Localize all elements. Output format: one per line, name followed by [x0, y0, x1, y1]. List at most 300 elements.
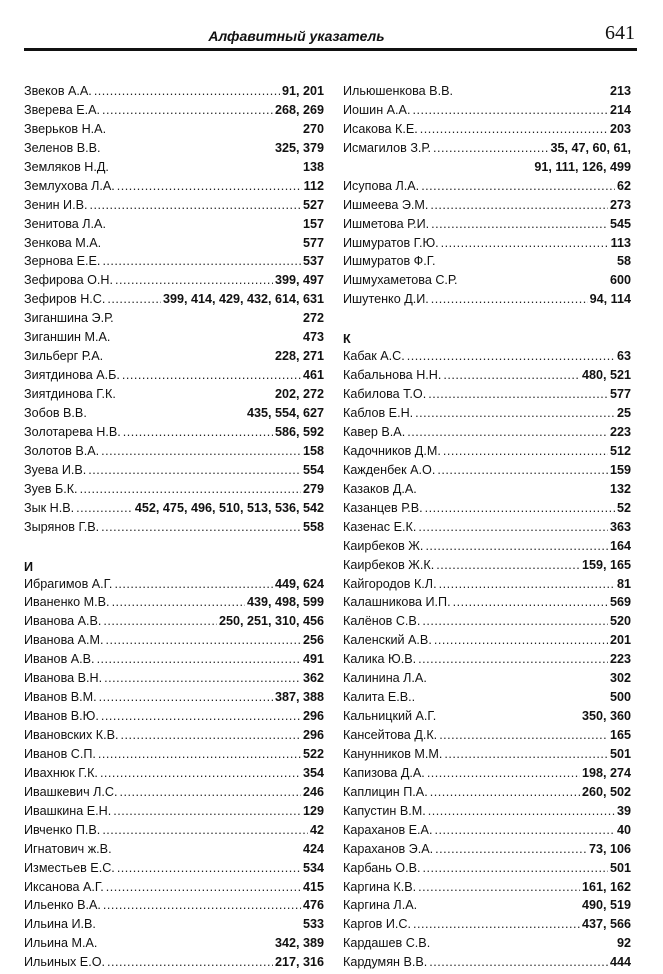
- index-entry: [343, 766, 631, 785]
- index-entry: [343, 690, 631, 709]
- index-entry-pages: 424: [302, 841, 324, 856]
- index-entry-name: Канунников М.М.: [343, 746, 443, 761]
- index-entry-pages: 203: [609, 121, 631, 136]
- index-entry-name: Земляков Н.Д.: [24, 159, 109, 174]
- dot-leader: [88, 463, 301, 477]
- index-entry-pages: 439, 498, 599: [246, 595, 324, 610]
- index-entry-name: Зенкова М.А.: [24, 235, 102, 250]
- index-entry: [24, 936, 324, 955]
- index-entry: [24, 823, 324, 842]
- index-entry: [24, 595, 324, 614]
- index-entry: [343, 368, 631, 387]
- index-entry: [343, 936, 631, 955]
- dot-leader: [415, 406, 615, 420]
- dot-leader: [106, 880, 301, 894]
- index-entry-name: Ивашкевич Л.С.: [24, 784, 118, 799]
- index-entry: [24, 425, 324, 444]
- index-entry-name: Калашникова И.П.: [343, 595, 451, 610]
- dot-leader: [441, 236, 609, 250]
- index-entry-name: Зиганшина Э.Р.: [24, 311, 114, 326]
- index-entry-pages: 256: [302, 633, 324, 648]
- index-entry-name: Каргов И.С.: [343, 917, 411, 932]
- index-entry: [24, 861, 324, 880]
- dot-leader: [439, 577, 615, 591]
- index-entry: [24, 880, 324, 899]
- index-entry-pages: 554: [302, 462, 324, 477]
- index-entry-name: Караханов Э.А.: [343, 841, 434, 856]
- dot-leader: [104, 671, 301, 685]
- index-entry-name: Зеленов В.В.: [24, 140, 101, 155]
- dot-leader: [113, 804, 301, 818]
- dot-leader: [106, 633, 301, 647]
- dot-leader: [434, 633, 608, 647]
- index-entry: [24, 254, 324, 273]
- index-entry-pages: 415: [302, 879, 324, 894]
- index-entry-pages: 296: [302, 728, 324, 742]
- dot-leader: [425, 539, 608, 553]
- index-entry-pages: 40: [616, 822, 631, 837]
- index-entry: [343, 558, 631, 577]
- dot-leader: [114, 577, 273, 591]
- index-entry: [24, 898, 324, 917]
- index-entry-pages: 362: [302, 671, 324, 686]
- dot-leader: [123, 425, 273, 439]
- index-entry-pages: 437, 566: [581, 917, 631, 932]
- index-entry: [343, 198, 631, 217]
- index-entry: [343, 917, 631, 936]
- index-entry-pages: 490, 519: [581, 898, 631, 913]
- index-entry: [343, 955, 631, 974]
- index-entry-name: Иванова В.Н.: [24, 671, 103, 686]
- index-entry-pages: 480, 521: [581, 368, 631, 383]
- dot-leader: [102, 254, 301, 268]
- index-entry-name: Казанцев Р.В.: [343, 500, 423, 515]
- index-entry-pages: 202, 272: [274, 387, 324, 401]
- index-entry: [343, 463, 631, 482]
- index-entry-pages: 62: [616, 178, 631, 193]
- dot-leader: [103, 614, 217, 628]
- dot-leader: [97, 652, 301, 666]
- index-entry-name: Капизова Д.А.: [343, 765, 425, 780]
- index-entry-pages: 91, 201: [281, 84, 324, 98]
- index-entry-name: Каргина К.В.: [343, 879, 417, 894]
- dot-leader: [122, 368, 301, 382]
- index-entry: [343, 84, 631, 103]
- index-entry-pages: 270: [302, 121, 324, 136]
- index-entry: [24, 463, 324, 482]
- dot-leader: [117, 179, 302, 193]
- index-entry-name: Иошин А.А.: [343, 102, 411, 117]
- index-entry: [24, 747, 324, 766]
- dot-leader: [428, 804, 615, 818]
- index-entry-pages: 435, 554, 627: [246, 405, 324, 420]
- index-entry: [343, 425, 631, 444]
- index-entry-name: Ильенко В.А.: [24, 898, 101, 913]
- index-entry-pages: 533: [302, 917, 324, 932]
- index-entry-pages: 201: [609, 633, 631, 648]
- index-entry: [24, 444, 324, 463]
- index-entry-pages: 58: [616, 254, 631, 269]
- index-entry: [343, 141, 631, 160]
- index-entry: [24, 387, 324, 406]
- index-entry-pages: 223: [609, 425, 631, 439]
- index-entry-name: Зенин И.В.: [24, 197, 88, 212]
- dot-leader: [436, 558, 580, 572]
- index-entry-pages: 129: [302, 803, 324, 818]
- index-entry: [343, 236, 631, 255]
- index-entry-name: Зверева Е.А.: [24, 102, 101, 117]
- index-entry-name: Зуев Б.К.: [24, 481, 78, 496]
- index-entry: [24, 273, 324, 292]
- dot-leader: [107, 292, 161, 306]
- index-entry-pages: 527: [302, 197, 324, 212]
- dot-leader: [90, 198, 301, 212]
- index-entry-name: Калита Е.В..: [343, 690, 416, 705]
- index-entry: [24, 842, 324, 861]
- index-entry: [343, 406, 631, 425]
- dot-leader: [102, 103, 273, 117]
- index-entry-pages: 217, 316: [274, 955, 324, 970]
- dot-leader: [99, 690, 273, 704]
- index-entry: [343, 520, 631, 539]
- index-entry-name: Калёнов С.В.: [343, 614, 421, 629]
- index-entry-name: Ишмухаметова С.Р.: [343, 273, 458, 288]
- dot-leader: [407, 349, 615, 363]
- section-gap: [24, 539, 324, 558]
- index-entry: [24, 917, 324, 936]
- dot-leader: [115, 273, 273, 287]
- index-column-right: [343, 84, 631, 974]
- index-entry: [24, 577, 324, 596]
- index-entry-pages: 444: [609, 955, 631, 970]
- index-entry: [343, 482, 631, 501]
- index-entry-name: Землухова Л.А.: [24, 178, 115, 193]
- dot-leader: [443, 368, 580, 382]
- index-entry-name: Ильина М.А.: [24, 936, 98, 951]
- index-entry-pages: 461: [302, 368, 324, 383]
- index-entry-name: Кабальнова Н.Н.: [343, 368, 442, 383]
- index-entry: [343, 671, 631, 690]
- index-entry-name: Кадочников Д.М.: [343, 443, 441, 458]
- index-entry-name: Зырянов Г.В.: [24, 519, 100, 534]
- index-entry-name: Иванов А.В.: [24, 652, 95, 667]
- index-entry: [343, 595, 631, 614]
- index-entry: [24, 179, 324, 198]
- index-entry-pages: 81: [616, 576, 631, 591]
- dot-leader: [430, 785, 580, 799]
- index-entry-name: Казенас Е.К.: [343, 519, 417, 534]
- index-entry-pages: 586, 592: [274, 424, 324, 439]
- dot-leader: [101, 709, 301, 723]
- index-entry: [24, 292, 324, 311]
- index-entry: [24, 482, 324, 501]
- index-entry-name: Зуева И.В.: [24, 462, 87, 477]
- dot-leader: [102, 823, 308, 837]
- index-entry: [343, 122, 631, 141]
- index-entry: [24, 236, 324, 255]
- page-number: 641: [605, 22, 635, 44]
- index-entry-pages: 138: [302, 159, 324, 174]
- index-entry-pages: 452, 475, 496, 510, 513, 536, 542: [134, 500, 324, 515]
- index-entry-pages: 600: [609, 273, 631, 288]
- index-entry-pages: 260, 502: [581, 784, 631, 799]
- index-entry: [24, 501, 324, 520]
- index-entry: [343, 898, 631, 917]
- index-entry: [343, 861, 631, 880]
- index-entry-pages: 534: [302, 860, 324, 875]
- dot-leader: [422, 614, 608, 628]
- index-entry: [343, 880, 631, 899]
- dot-leader: [103, 898, 301, 912]
- index-entry-pages: 213: [609, 84, 631, 98]
- index-entry: [24, 614, 324, 633]
- index-entry-name: Кабилова Т.О.: [343, 387, 427, 402]
- index-entry-name: Кавер В.А.: [343, 425, 406, 439]
- dot-leader: [107, 955, 273, 969]
- index-entry: [24, 766, 324, 785]
- index-entry-name: Зефиров Н.С.: [24, 292, 106, 307]
- index-entry: [24, 349, 324, 368]
- dot-leader: [418, 520, 608, 534]
- index-entry-name: Иванова А.В.: [24, 614, 102, 629]
- dot-leader: [80, 482, 301, 496]
- dot-leader: [112, 595, 245, 609]
- index-entry-pages: 350, 360: [581, 709, 631, 724]
- index-entry-pages: 363: [609, 519, 631, 534]
- dot-leader: [117, 861, 301, 875]
- index-entry-pages: 113: [610, 235, 631, 250]
- index-entry-name: Зильберг Р.А.: [24, 349, 104, 364]
- dot-leader: [407, 425, 608, 439]
- header-rule: [24, 48, 637, 51]
- running-title: Алфавитный указатель: [208, 28, 385, 44]
- index-entry-name: Каплицин П.А.: [343, 784, 428, 799]
- index-entry-name: Исакова К.Е.: [343, 121, 418, 136]
- index-entry: [24, 728, 324, 747]
- dot-leader: [98, 747, 301, 761]
- index-entry-pages: 73, 106: [588, 841, 631, 856]
- dot-leader: [430, 198, 608, 212]
- index-entry: [343, 349, 631, 368]
- dot-leader: [413, 917, 580, 931]
- index-entry: [24, 160, 324, 179]
- dot-leader: [120, 728, 301, 742]
- index-entry-name: Ильина И.В.: [24, 917, 96, 932]
- index-entry-pages: 399, 497: [274, 273, 324, 288]
- index-entry-pages: 558: [302, 519, 324, 534]
- dot-leader: [418, 880, 580, 894]
- index-entry-pages: 52: [616, 500, 631, 515]
- dot-leader: [439, 728, 608, 742]
- dot-leader: [418, 652, 608, 666]
- index-entry-pages: 228, 271: [274, 349, 324, 364]
- dot-leader: [412, 103, 608, 117]
- index-entry: [24, 198, 324, 217]
- index-entry-name: Зиятдинова Г.К.: [24, 387, 116, 401]
- index-entry-pages: 214: [609, 102, 631, 117]
- index-entry-name: Караханов Е.А.: [343, 822, 433, 837]
- index-entry-pages: 35, 47, 60, 61,: [550, 140, 631, 155]
- index-entry-pages: 279: [302, 481, 324, 496]
- index-entry: [24, 311, 324, 330]
- dot-leader: [434, 823, 615, 837]
- index-entry: [24, 804, 324, 823]
- index-entry-pages: 250, 251, 310, 456: [218, 614, 324, 629]
- index-entry-pages: 537: [302, 254, 324, 269]
- index-entry: [24, 955, 324, 974]
- index-entry-pages: 92: [616, 936, 631, 951]
- index-entry-pages: 272: [302, 311, 324, 326]
- index-entry-pages: 246: [302, 784, 324, 799]
- index-entry-name: Ибрагимов А.Г.: [24, 576, 113, 591]
- index-entry: [24, 368, 324, 387]
- dot-leader: [425, 501, 615, 515]
- dot-leader: [100, 766, 301, 780]
- index-entry-name: Кабак А.С.: [343, 349, 405, 364]
- index-entry-name: Карбань О.В.: [343, 860, 421, 875]
- index-entry-pages: 302: [609, 671, 631, 686]
- index-entry: [24, 671, 324, 690]
- index-entry-pages: 449, 624: [274, 576, 324, 591]
- index-entry-pages: 273: [609, 197, 631, 212]
- index-entry-name: Ивашкина Е.Н.: [24, 803, 112, 818]
- index-entry: [343, 103, 631, 122]
- dot-leader: [437, 463, 608, 477]
- index-entry-pages: 132: [609, 481, 631, 496]
- index-entry: [24, 122, 324, 141]
- index-entry-name: Зобов В.В.: [24, 405, 87, 420]
- index-entry: [343, 292, 631, 311]
- dot-leader: [120, 785, 301, 799]
- index-entry: [343, 633, 631, 652]
- dot-leader: [453, 595, 608, 609]
- section-gap: [343, 311, 631, 330]
- index-entry: [24, 520, 324, 539]
- index-entry: [24, 785, 324, 804]
- index-entry-name: Каргина Л.А.: [343, 898, 418, 913]
- index-entry: [343, 217, 631, 236]
- index-entry-name: Каирбеков Ж.К.: [343, 557, 435, 572]
- index-entry: [343, 709, 631, 728]
- index-entry-name: Зиятдинова А.Б.: [24, 368, 120, 383]
- index-entry-name: Ивченко П.В.: [24, 822, 101, 837]
- index-entry: [24, 330, 324, 349]
- section-letter: К: [343, 332, 351, 347]
- index-entry-name: Зверьков Н.А.: [24, 121, 107, 136]
- dot-leader: [443, 444, 608, 458]
- index-entry-pages: 473: [302, 330, 324, 345]
- index-entry-pages: 545: [609, 216, 631, 231]
- dot-leader: [444, 747, 608, 761]
- index-entry: [24, 633, 324, 652]
- index-entry-pages: 577: [302, 235, 324, 250]
- dot-leader: [76, 501, 133, 515]
- dot-leader: [101, 444, 301, 458]
- index-entry-name: Ивахнюк Г.К.: [24, 765, 98, 780]
- index-entry: [24, 652, 324, 671]
- index-entry: [343, 728, 631, 747]
- dot-leader: [421, 179, 615, 193]
- index-column-left: [24, 84, 324, 974]
- index-entry: [24, 217, 324, 236]
- index-entry: [343, 577, 631, 596]
- dot-leader: [427, 766, 580, 780]
- index-entry-pages: 198, 274: [581, 765, 631, 780]
- index-entry: [343, 842, 631, 861]
- index-entry-pages: 491: [302, 652, 324, 667]
- dot-leader: [429, 955, 608, 969]
- index-entry-name: Золотарева Н.В.: [24, 424, 121, 439]
- index-entry-name: Звеков А.А.: [24, 84, 92, 98]
- index-entry-pages: 164: [609, 538, 631, 553]
- index-entry-pages: 63: [616, 349, 631, 364]
- index-entry-pages: 94, 114: [589, 292, 631, 307]
- index-entry-continuation: [343, 160, 631, 179]
- dot-leader: [431, 292, 588, 306]
- index-entry-pages: 159: [609, 462, 631, 477]
- dot-leader: [431, 217, 608, 231]
- index-entry: [343, 785, 631, 804]
- index-entry-pages: 112: [303, 178, 324, 193]
- index-entry-name: Иксанова А.Г.: [24, 879, 104, 894]
- index-entry-pages: 342, 389: [274, 936, 324, 951]
- page-header: [24, 22, 639, 50]
- index-entry: [24, 690, 324, 709]
- index-entry-name: Иванов В.Ю.: [24, 709, 99, 724]
- index-entry-pages: 500: [609, 690, 631, 705]
- index-entry-name: Ишмеева Э.М.: [343, 197, 429, 212]
- index-entry-pages: 268, 269: [274, 102, 324, 117]
- index-entry-name: Иваненко М.В.: [24, 595, 110, 610]
- index-entry-pages: 522: [302, 746, 324, 761]
- index-entry-pages: 387, 388: [274, 690, 324, 705]
- index-entry: [343, 614, 631, 633]
- index-entry-name: Ильиных Е.О.: [24, 955, 105, 970]
- index-entry-name: Ильюшенкова В.В.: [343, 84, 453, 98]
- index-entry: [343, 823, 631, 842]
- index-entry-pages: 91, 111, 126, 499: [534, 159, 631, 174]
- index-entry-pages: 165: [609, 728, 631, 742]
- index-entry-pages: 501: [609, 860, 631, 875]
- index-entry-name: Кажденбек А.О.: [343, 462, 436, 477]
- index-entry-name: Изместьев Е.С.: [24, 860, 115, 875]
- dot-leader: [101, 520, 301, 534]
- index-entry-name: Иванова А.М.: [24, 633, 104, 648]
- index-entry-name: Кальницкий А.Г.: [343, 709, 437, 724]
- index-entry-name: Каблов Е.Н.: [343, 406, 414, 421]
- index-entry: [24, 141, 324, 160]
- index-entry-name: Иванов С.П.: [24, 746, 96, 761]
- index-entry: [343, 387, 631, 406]
- dot-leader: [420, 122, 608, 136]
- index-entry: [343, 179, 631, 198]
- index-entry-pages: 569: [609, 595, 631, 610]
- index-entry: [24, 103, 324, 122]
- index-entry-pages: 223: [609, 652, 631, 667]
- index-entry-pages: 501: [609, 746, 631, 761]
- index-entry: [343, 273, 631, 292]
- index-entry-pages: 157: [302, 216, 324, 231]
- index-entry-name: Иванов В.М.: [24, 690, 97, 705]
- index-entry: [343, 444, 631, 463]
- index-entry-pages: 325, 379: [274, 140, 324, 155]
- index-entry-name: Кайгородов К.Л.: [343, 576, 437, 591]
- index-entry: [343, 501, 631, 520]
- index-entry-name: Каленский А.В.: [343, 633, 432, 648]
- index-entry-name: Ишмуратов Г.Ю.: [343, 235, 439, 250]
- dot-leader: [94, 84, 280, 98]
- index-entry: [343, 539, 631, 558]
